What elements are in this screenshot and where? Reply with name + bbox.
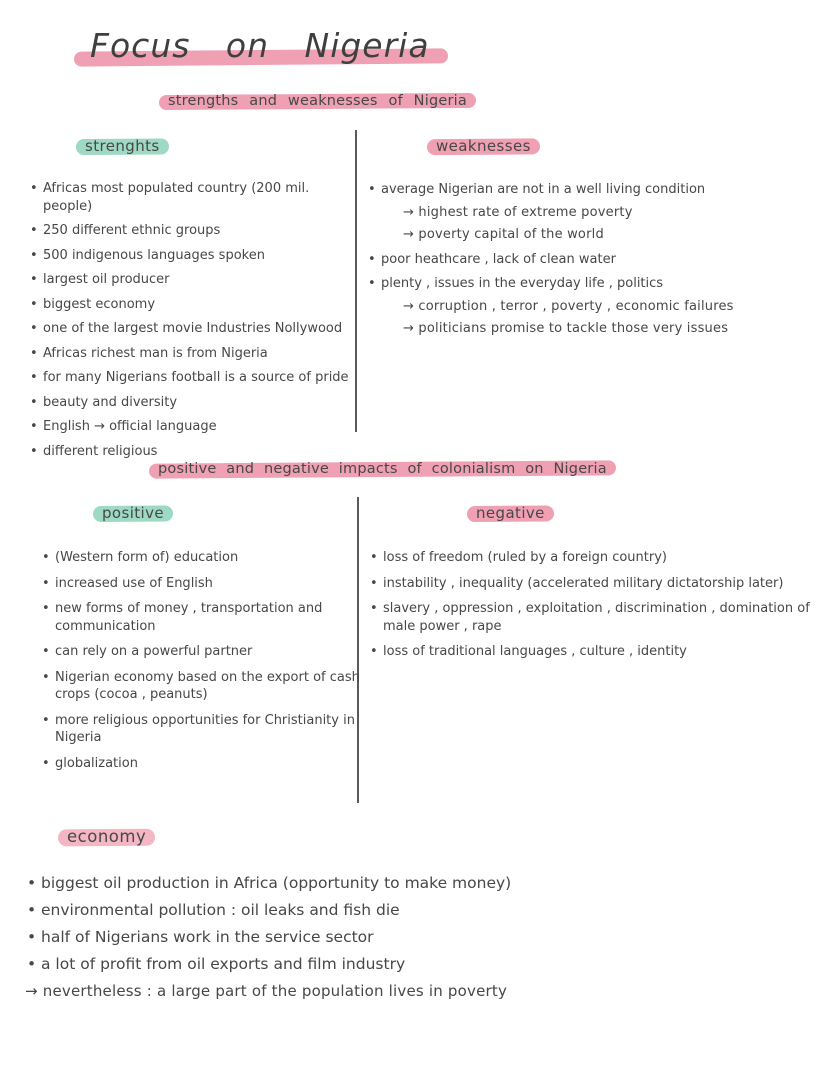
- page-title: Focus on Nigeria: [90, 26, 430, 65]
- list-item: • increased use of English: [40, 575, 362, 593]
- list-item: [366, 181, 818, 244]
- economy-list: [25, 873, 817, 975]
- list-item: • 250 different ethnic groups: [28, 222, 360, 240]
- negative-heading: negative: [476, 504, 545, 522]
- item-text: average Nigerian are not in a well living condition: [381, 182, 706, 197]
- list-item: [366, 275, 818, 338]
- list-item: • slavery , oppression , exploitation , discrimination , domination of male power , rape: [368, 600, 820, 635]
- subtitle-strengths-weaknesses: strengths and weaknesses of Nigeria: [168, 93, 467, 109]
- list-item: • one of the largest movie Industries Nollywood: [28, 320, 360, 338]
- list-item: • Africas richest man is from Nigeria: [28, 345, 360, 363]
- weaknesses-heading: weaknesses: [436, 137, 531, 155]
- list-item: • loss of freedom (ruled by a foreign country): [368, 549, 820, 567]
- item-text: poor heathcare , lack of clean water: [381, 251, 616, 267]
- list-item: • more religious opportunities for Christianity in Nigeria: [40, 712, 362, 747]
- colonialism-heading: positive and negative impacts of colonialism on Nigeria: [158, 461, 607, 477]
- list-item: • biggest economy: [28, 296, 360, 314]
- list-item: • globalization: [40, 755, 362, 773]
- list-item: • loss of traditional languages , culture , identity: [368, 643, 820, 661]
- economy-conclusion: → nevertheless : a large part of the population lives in poverty: [25, 981, 508, 1000]
- subtitle-wrap: [168, 93, 467, 109]
- list-item: • instability , inequality (accelerated military dictatorship later): [368, 575, 820, 593]
- strengths-list: [28, 180, 360, 461]
- weaknesses-column: [366, 136, 818, 345]
- list-item: [366, 251, 818, 269]
- list-item: • a lot of profit from oil exports and film industry: [25, 954, 817, 974]
- positive-heading: positive: [102, 504, 165, 522]
- economy-heading: economy: [67, 827, 147, 846]
- list-item: • new forms of money , transportation and communication: [40, 600, 362, 635]
- list-item: • beauty and diversity: [28, 394, 360, 412]
- negative-column: [368, 503, 820, 669]
- list-item: • Nigerian economy based on the export of cash crops (cocoa , peanuts): [40, 669, 362, 704]
- list-item: • largest oil producer: [28, 271, 360, 289]
- strengths-heading: strenghts: [85, 137, 160, 155]
- item-text: plenty , issues in the everyday life , politics: [381, 276, 664, 292]
- negative-list: [368, 549, 820, 661]
- list-item: • 500 indigenous languages spoken: [28, 247, 360, 265]
- list-item: • English → official language: [28, 418, 360, 436]
- list-item: • different religious: [28, 443, 360, 461]
- strengths-column: [28, 136, 360, 468]
- list-item: • half of Nigerians work in the service sector: [25, 927, 817, 947]
- arrow-note: → corruption , terror , poverty , economic failures: [403, 298, 734, 314]
- list-item: • biggest oil production in Africa (opportunity to make money): [25, 873, 817, 893]
- arrow-note: → highest rate of extreme poverty: [403, 204, 633, 220]
- list-item: • can rely on a powerful partner: [40, 643, 362, 661]
- arrow-note: → poverty capital of the world: [403, 227, 604, 243]
- positive-column: [40, 503, 362, 780]
- list-item: • (Western form of) education: [40, 549, 362, 567]
- colonialism-heading-wrap: [158, 461, 607, 477]
- weaknesses-list: [366, 181, 818, 338]
- positive-list: [40, 549, 362, 772]
- list-item: • environmental pollution : oil leaks and fish die: [25, 900, 817, 920]
- arrow-note: → politicians promise to tackle those very issues: [403, 321, 729, 337]
- list-item: • Africas most populated country (200 mil. people): [28, 180, 360, 215]
- economy-section: [25, 827, 817, 1000]
- list-item: • for many Nigerians football is a source of pride: [28, 369, 360, 387]
